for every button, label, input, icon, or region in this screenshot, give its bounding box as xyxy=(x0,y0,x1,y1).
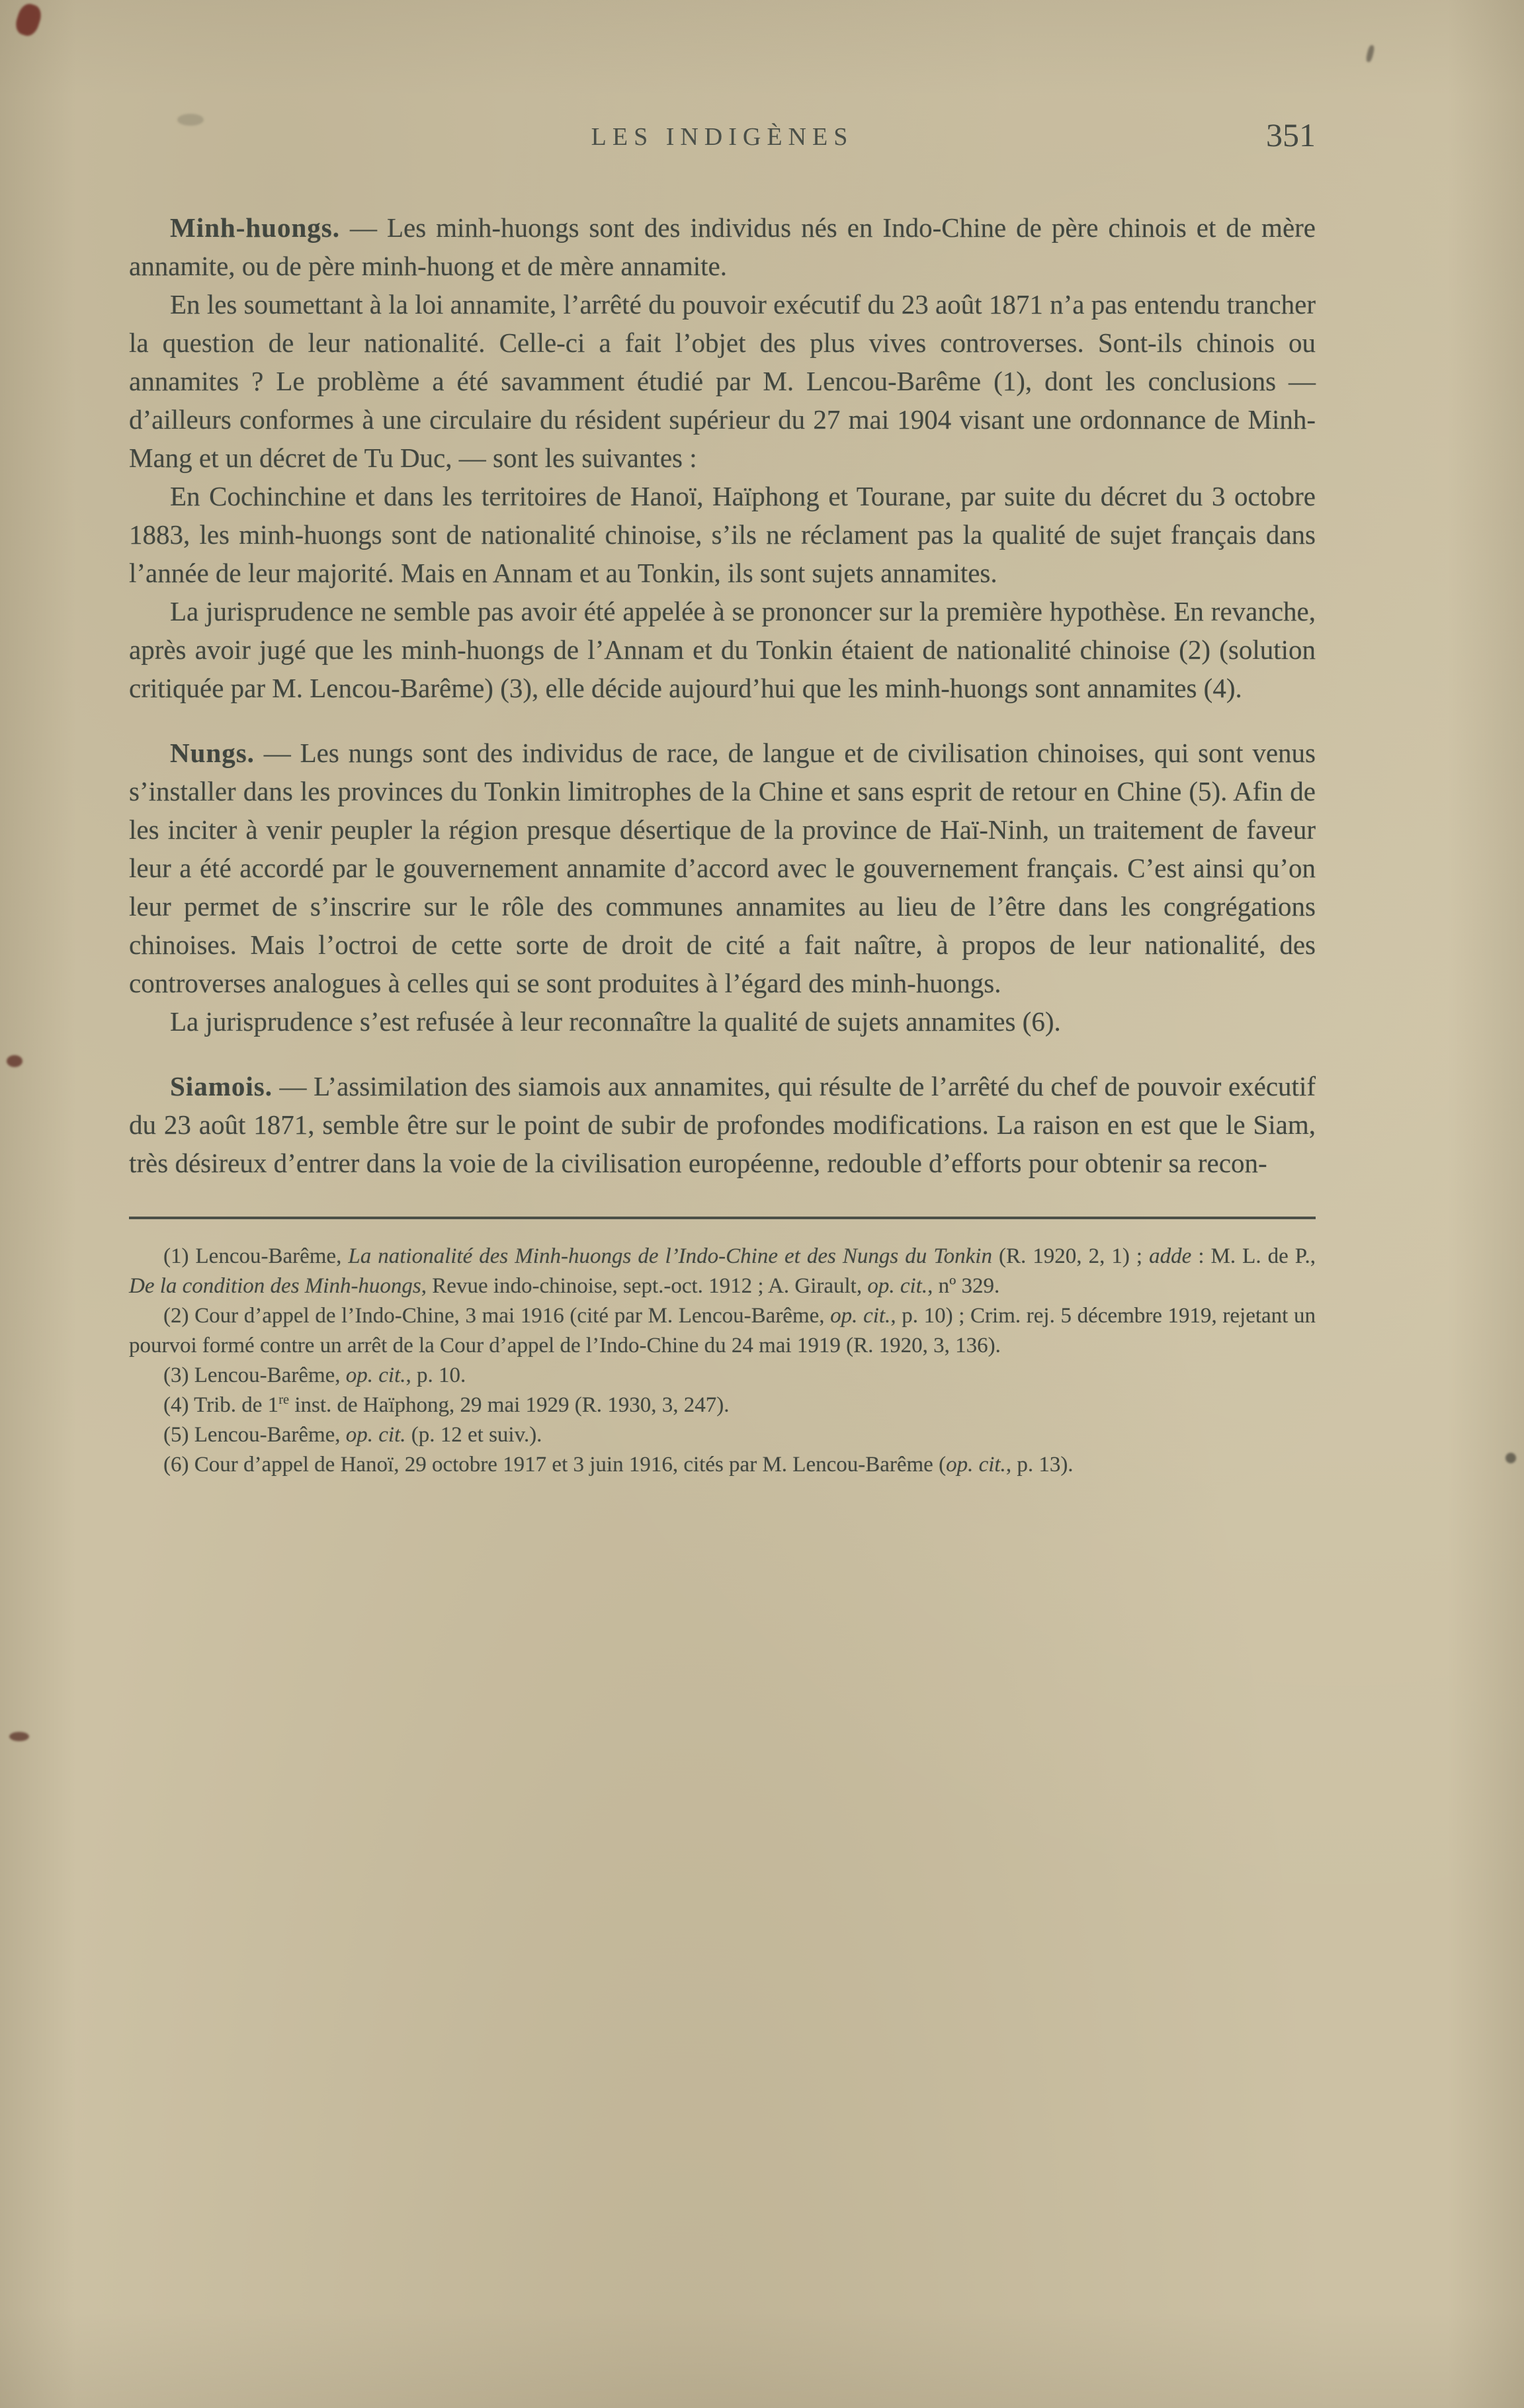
paragraph-text: — L’assimilation des siamois aux annamites, qui résulte de l’arrêté du chef de pouvoir exécutif du 23 août 1871, semble être sur le point de subir de profondes modifications. La raison en est que le Siam, très désireux d’entrer dans la voie de la civilisation européenne, redouble d’efforts pour obtenir sa recon- xyxy=(129,1071,1316,1178)
ink-stain xyxy=(7,1055,22,1067)
footnote-citation-title: adde xyxy=(1149,1244,1192,1268)
paragraph-text: — Les nungs sont des individus de race, de langue et de civilisation chinoises, qui sont venus s’installer dans les provinces du Tonkin limitrophes de la Chine et sans esprit de retour en Chine (5). Afin de les inciter à venir peupler la région presque désertique de la province de Haï-Ninh, un traitement de faveur leur a été accordé par le gouvernement annamite d’accord avec le gouvernement français. C’est ainsi qu’on leur permet de s’inscrire sur le rôle des communes annamites au lieu de l’être dans les congrégations chinoises. Mais l’octroi de cette sorte de droit de cité a fait naître, à propos de leur nationalité, des controverses analogues à celles qui se sont produites à l’égard des minh-huongs. xyxy=(129,738,1316,998)
paragraph-siamois xyxy=(129,1067,1316,1182)
footnote-citation-title: op. cit. xyxy=(946,1453,1006,1477)
footnote-text: , nº 329. xyxy=(927,1274,1000,1298)
footnote-4 xyxy=(129,1391,1316,1420)
paragraph-nungs xyxy=(129,734,1316,1002)
page-number: 351 xyxy=(1266,116,1316,153)
footnote-5 xyxy=(129,1420,1316,1450)
footnote-6 xyxy=(129,1450,1316,1480)
footnote-text: (p. 12 et suiv.). xyxy=(405,1423,542,1447)
paragraph-text: La jurisprudence s’est refusée à leur reconnaître la qualité de sujets annamites (6). xyxy=(170,1006,1061,1037)
paragraph-nungs-2 xyxy=(129,1002,1316,1041)
paragraph-lead-nungs: Nungs. xyxy=(170,738,255,768)
paragraph-minh-huongs-2 xyxy=(129,285,1316,477)
footnote-superscript: re xyxy=(278,1393,290,1407)
ink-stain xyxy=(13,1,44,38)
footnote-text: (1) Lencou-Barême, xyxy=(163,1244,349,1268)
paragraph-text: La jurisprudence ne semble pas avoir été appelée à se prononcer sur la première hypothèse. En revanche, après avoir jugé que les minh-huongs de l’Annam et du Tonkin étaient de nationalité chinoise (2) (solution critiquée par M. Lencou-Barême) (3), elle décide aujourd’hui que les minh-huongs sont annamites (4). xyxy=(129,596,1316,703)
footnote-citation-title: De la condition des Minh-huongs xyxy=(129,1274,421,1298)
footnote-1 xyxy=(129,1242,1316,1301)
footnote-text: , Revue indo-chinoise, sept.-oct. 1912 ; A. Girault, xyxy=(421,1274,868,1298)
footnote-text: (3) Lencou-Barême, xyxy=(163,1363,346,1387)
footnote-3 xyxy=(129,1361,1316,1391)
footnote-text: (6) Cour d’appel de Hanoï, 29 octobre 1917 et 3 juin 1916, cités par M. Lencou-Barême ( xyxy=(163,1453,947,1477)
footnote-citation-title: La nationalité des Minh-huongs de l’Indo-Chine et des Nungs du Tonkin xyxy=(348,1244,992,1268)
footnote-separator xyxy=(129,1217,1316,1219)
ink-stain xyxy=(1365,44,1375,62)
paragraph-text: En les soumettant à la loi annamite, l’arrêté du pouvoir exécutif du 23 août 1871 n’a pas entendu trancher la question de leur nationalité. Celle-ci a fait l’objet des plus vives controverses. Sont-ils chinois ou annamites ? Le problème a été savamment étudié par M. Lencou-Barême (1), dont les conclusions — d’ailleurs conformes à une circulaire du résident supérieur du 27 mai 1904 visant une ordonnance de Minh-Mang et un décret de Tu Duc, — sont les suivantes : xyxy=(129,289,1316,473)
footnote-citation-title: op. cit. xyxy=(867,1274,928,1298)
running-title: LES INDIGÈNES xyxy=(591,123,854,151)
footnote-text: (R. 1920, 2, 1) ; xyxy=(992,1244,1150,1268)
footnote-text: (5) Lencou-Barême, xyxy=(163,1423,346,1447)
paragraph-text: En Cochinchine et dans les territoires de Hanoï, Haïphong et Tourane, par suite du décret du 3 octobre 1883, les minh-huongs sont de nationalité chinoise, s’ils ne réclament pas la qualité de sujet français dans l’année de leur majorité. Mais en Annam et au Tonkin, ils sont sujets annamites. xyxy=(129,481,1316,588)
paragraph-text: — Les minh-huongs sont des individus nés en Indo-Chine de père chinois et de mère annamite, ou de père minh-huong et de mère annamite. xyxy=(129,212,1316,281)
paragraph-lead-siamois: Siamois. xyxy=(170,1071,273,1101)
paragraph-minh-huongs-4 xyxy=(129,592,1316,707)
footnote-text: (2) Cour d’appel de l’Indo-Chine, 3 mai 1916 (cité par M. Lencou-Barême, xyxy=(163,1304,831,1328)
footnote-2 xyxy=(129,1301,1316,1361)
paragraph-minh-huongs-3 xyxy=(129,477,1316,592)
footnote-text: , p. 10) ; Crim. rej. 5 décembre 1919, rejetant un pourvoi formé contre un arrêt de la Cour d’appel de l’Indo-Chine du 24 mai 1919 (R. 1920, 3, 136). xyxy=(129,1304,1316,1357)
page-body xyxy=(129,208,1316,1480)
paper-smudge xyxy=(177,114,204,126)
paragraph-minh-huongs-intro xyxy=(129,208,1316,285)
page-header xyxy=(129,116,1316,162)
footnotes xyxy=(129,1242,1316,1480)
footnote-citation-title: op. cit. xyxy=(345,1423,406,1447)
ink-stain xyxy=(9,1732,29,1741)
paragraph-lead-minh-huongs: Minh-huongs. xyxy=(170,212,340,243)
footnote-text: (4) Trib. de 1 xyxy=(163,1393,279,1417)
footnote-text: , p. 13). xyxy=(1005,1453,1074,1477)
footnote-text: inst. de Haïphong, 29 mai 1929 (R. 1930, 3, 247). xyxy=(289,1393,730,1417)
footnote-text: , p. 10. xyxy=(405,1363,466,1387)
footnote-text: : M. L. de P., xyxy=(1191,1244,1316,1268)
ink-stain xyxy=(1505,1453,1516,1463)
footnote-citation-title: op. cit. xyxy=(345,1363,406,1387)
footnote-citation-title: op. cit. xyxy=(830,1304,891,1328)
